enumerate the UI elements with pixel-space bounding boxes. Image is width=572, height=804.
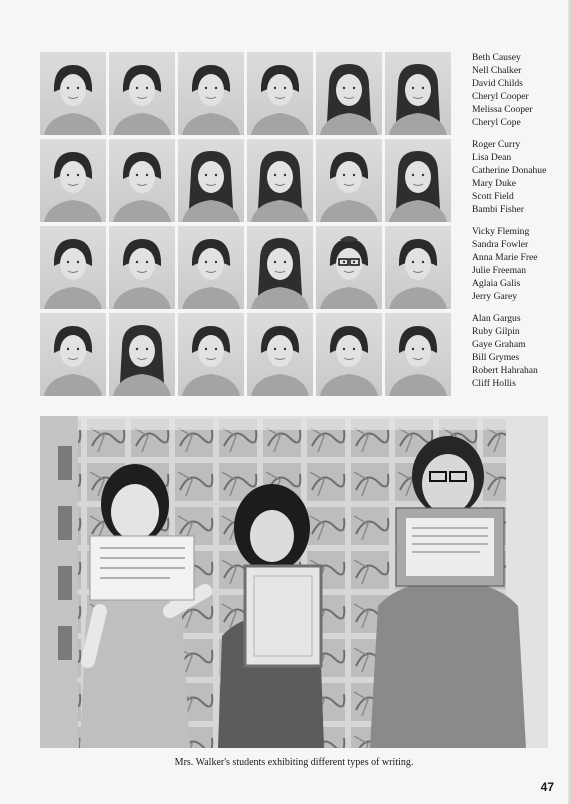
student-name: Aglaia Galis xyxy=(472,277,521,289)
student-name: Catherine Donahue xyxy=(472,164,547,176)
portrait-girl-long-hair xyxy=(385,139,451,222)
portrait-boy xyxy=(178,52,244,135)
portrait-girl-long-hair xyxy=(385,52,451,135)
portrait-girl-short-hair xyxy=(40,52,106,135)
student-name: Bill Grymes xyxy=(472,351,520,363)
student-name: Lisa Dean xyxy=(472,151,512,163)
portrait-boy-tie xyxy=(247,313,313,396)
student-name: Vicky Fleming xyxy=(472,226,530,237)
student-name: Jerry Garey xyxy=(472,290,518,302)
page-number: 47 xyxy=(540,780,554,794)
student-name: Roger Curry xyxy=(472,139,521,150)
student-name: Julie Freeman xyxy=(472,264,527,276)
portrait-boy xyxy=(40,139,106,222)
portrait-girl-short-hair xyxy=(109,52,175,135)
name-group xyxy=(472,139,546,226)
portrait-boy-tie xyxy=(385,313,451,396)
portrait-girl-short-hair xyxy=(178,226,244,309)
classroom-photo xyxy=(40,416,548,748)
student-name: Alan Gargus xyxy=(472,313,521,324)
portrait-girl-short-hair xyxy=(247,52,313,135)
portrait-girl-long-hair xyxy=(316,52,382,135)
student-name: Beth Causey xyxy=(472,52,521,63)
student-name: Anna Marie Free xyxy=(472,251,538,263)
student-name: Scott Field xyxy=(472,190,514,202)
portrait-girl-glasses-bow xyxy=(316,226,382,309)
student-name: Cliff Hollis xyxy=(472,377,516,389)
student-name: Gaye Graham xyxy=(472,338,526,350)
student-name: David Childs xyxy=(472,77,523,89)
portrait-girl-long-hair xyxy=(178,139,244,222)
portrait-girl-short-hair xyxy=(40,226,106,309)
portrait-girl-long-hair xyxy=(109,313,175,396)
student-name: Mary Duke xyxy=(472,177,516,189)
photo-caption: Mrs. Walker's students exhibiting different types of writing. xyxy=(174,757,414,768)
student-name: Melissa Cooper xyxy=(472,103,533,115)
portrait-girl-short-hair xyxy=(178,313,244,396)
name-group xyxy=(472,226,546,313)
student-name: Cheryl Cope xyxy=(472,116,521,128)
name-group xyxy=(472,52,546,139)
student-name: Cheryl Cooper xyxy=(472,90,529,102)
portrait-girl-short-hair xyxy=(109,139,175,222)
portrait-boy-tie xyxy=(316,313,382,396)
student-name: Sandra Fowler xyxy=(472,238,529,250)
portrait-grid xyxy=(40,52,451,396)
student-name: Ruby Gilpin xyxy=(472,325,520,337)
student-name: Robert Hahrahan xyxy=(472,364,538,376)
name-group xyxy=(472,313,546,400)
name-list xyxy=(472,52,546,400)
portrait-girl-short-hair xyxy=(109,226,175,309)
student-name: Bambi Fisher xyxy=(472,203,524,215)
student-name: Nell Chalker xyxy=(472,64,522,76)
portrait-boy-tie xyxy=(316,139,382,222)
portrait-girl-long-hair xyxy=(247,226,313,309)
portrait-girl-long-hair xyxy=(247,139,313,222)
page-edge xyxy=(568,0,572,804)
portrait-boy xyxy=(385,226,451,309)
portrait-boy-tie xyxy=(40,313,106,396)
